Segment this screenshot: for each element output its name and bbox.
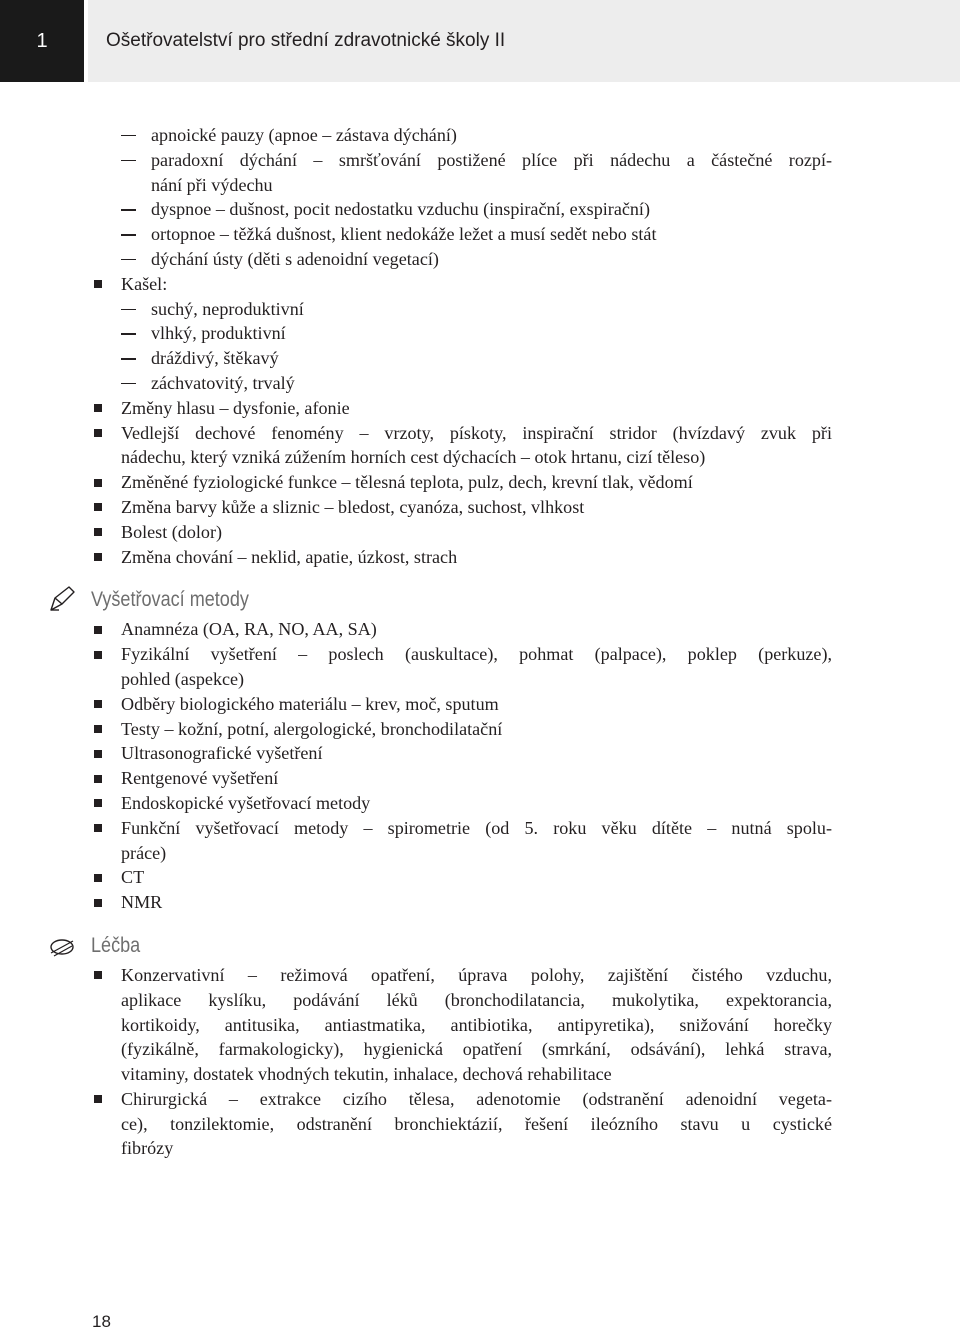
bullet-list-item [0, 692, 960, 717]
square-bullet-icon [94, 700, 102, 708]
bullet-list-item [0, 1087, 960, 1161]
line-text: Anamnéza (OA, RA, NO, AA, SA) [121, 619, 377, 640]
dash-marker-icon [121, 259, 136, 260]
line-text: Změna chování – neklid, apatie, úzkost, strach [121, 546, 458, 567]
pencil-icon [48, 585, 76, 613]
line-text: práce) [121, 842, 167, 863]
dash-list-item [0, 371, 960, 396]
text-line [0, 865, 960, 890]
dash-marker-icon [121, 135, 136, 136]
line-text: aplikace kyslíku, podávání léků (bronchodilatancia, mukolytika, expektorancia, [121, 989, 832, 1010]
square-bullet-icon [94, 479, 102, 487]
square-bullet-icon [94, 626, 102, 634]
line-text: CT [121, 867, 145, 888]
square-bullet-icon [94, 1095, 102, 1103]
treatment-list [0, 963, 960, 1161]
square-bullet-icon [94, 899, 102, 907]
square-bullet-icon [94, 799, 102, 807]
line-text: Chirurgická – extrakce cizího tělesa, adenotomie (odstranění adenoidní vegeta- [121, 1088, 832, 1109]
line-text: Změny hlasu – dysfonie, afonie [121, 397, 350, 418]
bullet-list-item [0, 963, 960, 1087]
text-line [0, 297, 960, 322]
text-line [0, 1112, 960, 1137]
text-line [0, 791, 960, 816]
bullet-list-item [0, 717, 960, 742]
text-line [0, 421, 960, 446]
text-line [0, 667, 960, 692]
line-text: Endoskopické vyšetřovací metody [121, 792, 371, 813]
line-text: fibrózy [121, 1138, 174, 1159]
line-text: Kašel: [121, 273, 168, 294]
bullet-list-item [0, 642, 960, 692]
square-bullet-icon [94, 824, 102, 832]
square-bullet-icon [94, 280, 102, 288]
line-text: Testy – kožní, potní, alergologické, bronchodilatační [121, 718, 503, 739]
line-text: kortikoidy, antitusika, antiastmatika, antibiotika, antipyretika), snižování horečky [121, 1014, 832, 1035]
bullet-list-item [0, 520, 960, 545]
square-bullet-icon [94, 503, 102, 511]
text-line [0, 617, 960, 642]
page-header [0, 0, 960, 82]
text-line [0, 890, 960, 915]
exam-list [0, 617, 960, 915]
line-text: vlhký, produktivní [151, 323, 286, 344]
line-text: dráždivý, štěkavý [151, 348, 279, 369]
dash-marker-icon [121, 234, 136, 235]
text-line [0, 841, 960, 866]
line-text: dýchání ústy (děti s adenoidní vegetací) [151, 248, 439, 269]
bullet-list-item [0, 396, 960, 421]
bullet-list-item [0, 617, 960, 642]
line-text: Vedlejší dechové fenomény – vrzoty, pískoty, inspirační stridor (hvízdavý zvuk při [121, 422, 832, 443]
line-text: nání při výdechu [151, 174, 273, 195]
text-line [0, 717, 960, 742]
section-title-treatment: Léčba [91, 933, 141, 957]
dash-list-item [0, 321, 960, 346]
text-line [0, 741, 960, 766]
text-line [0, 396, 960, 421]
section-title-exam: Vyšetřovací metody [91, 588, 249, 612]
line-text: (fyzikálně, farmakologicky), hygienická opatření (smrkání, odsávání), lehká strava, [121, 1039, 832, 1060]
text-line [0, 1136, 960, 1161]
dash-marker-icon [121, 209, 136, 210]
text-line [0, 1087, 960, 1112]
text-line [0, 321, 960, 346]
text-line [0, 148, 960, 173]
square-bullet-icon [94, 404, 102, 412]
line-text: Ultrasonografické vyšetření [121, 743, 323, 764]
line-text: Změněné fyziologické funkce – tělesná teplota, pulz, dech, krevní tlak, vědomí [121, 472, 693, 493]
dash-list-item [0, 247, 960, 272]
dash-marker-icon [121, 160, 136, 161]
bullet-list-item [0, 865, 960, 890]
line-text: Změna barvy kůže a sliznic – bledost, cyanóza, suchost, vlhkost [121, 496, 585, 517]
square-bullet-icon [94, 775, 102, 783]
square-bullet-icon [94, 528, 102, 536]
dash-list-item [0, 148, 960, 198]
section-heading-exam [0, 569, 960, 617]
text-line [0, 816, 960, 841]
text-line [0, 1062, 960, 1087]
square-bullet-icon [94, 874, 102, 882]
text-line [0, 247, 960, 272]
chapter-box [0, 0, 84, 82]
line-text: suchý, neproduktivní [151, 298, 304, 319]
bullet-list-item [0, 766, 960, 791]
line-text: ce), tonzilektomie, odstranění bronchiektázií, řešení ileózního stavu u cystické [121, 1113, 832, 1134]
text-line [0, 1013, 960, 1038]
text-line [0, 173, 960, 198]
line-text: Odběry biologického materiálu – krev, moč, sputum [121, 693, 499, 714]
text-line [0, 445, 960, 470]
dash-list-item [0, 123, 960, 148]
square-bullet-icon [94, 429, 102, 437]
dash-list-item [0, 197, 960, 222]
bullet-list-item [0, 890, 960, 915]
bullet-list-item [0, 816, 960, 866]
dash-list-item [0, 297, 960, 322]
dash-marker-icon [121, 383, 136, 384]
text-line [0, 545, 960, 570]
chapter-number: 1 [36, 30, 48, 52]
text-line [0, 346, 960, 371]
line-text: Bolest (dolor) [121, 521, 223, 542]
square-bullet-icon [94, 971, 102, 979]
dash-list-item [0, 222, 960, 247]
line-text: Fyzikální vyšetření – poslech (auskultace), pohmat (palpace), poklep (perkuze), [121, 644, 832, 665]
text-line [0, 470, 960, 495]
line-text: Rentgenové vyšetření [121, 768, 279, 789]
text-line [0, 692, 960, 717]
section-heading-treatment [0, 915, 960, 963]
pill-icon [48, 931, 76, 959]
line-text: NMR [121, 892, 163, 913]
text-line [0, 272, 960, 297]
text-line [0, 222, 960, 247]
bullet-list-item [0, 421, 960, 471]
line-text: záchvatovitý, trvalý [151, 372, 295, 393]
square-bullet-icon [94, 725, 102, 733]
bullet-list-item [0, 791, 960, 816]
symptom-list [0, 123, 960, 569]
bullet-list-item [0, 272, 960, 297]
text-line [0, 197, 960, 222]
line-text: dyspnoe – dušnost, pocit nedostatku vzduchu (inspirační, exspirační) [151, 199, 650, 220]
dash-marker-icon [121, 333, 136, 334]
line-text: vitaminy, dostatek vhodných tekutin, inhalace, dechová rehabilitace [121, 1064, 612, 1085]
page-content [0, 123, 960, 1161]
text-line [0, 123, 960, 148]
text-line [0, 520, 960, 545]
square-bullet-icon [94, 750, 102, 758]
book-title: Ošetřovatelství pro střední zdravotnické školy II [106, 30, 506, 51]
text-line [0, 495, 960, 520]
bullet-list-item [0, 470, 960, 495]
bullet-list-item [0, 495, 960, 520]
dash-marker-icon [121, 309, 136, 310]
line-text: ortopnoe – těžká dušnost, klient nedokáže ležet a musí sedět nebo stát [151, 224, 657, 245]
line-text: nádechu, který vzniká zúžením horních cest dýchacích – otok hrtanu, cizí těleso) [121, 447, 706, 468]
line-text: Konzervativní – režimová opatření, úprava polohy, zajištění čistého vzduchu, [121, 964, 832, 985]
text-line [0, 1037, 960, 1062]
line-text: Funkční vyšetřovací metody – spirometrie (od 5. roku věku dítěte – nutná spolu- [121, 817, 832, 838]
line-text: paradoxní dýchání – smršťování postižené plíce při nádechu a částečné rozpí- [151, 149, 832, 170]
text-line [0, 963, 960, 988]
square-bullet-icon [94, 553, 102, 561]
square-bullet-icon [94, 651, 102, 659]
dash-list-item [0, 346, 960, 371]
dash-marker-icon [121, 358, 136, 359]
line-text: apnoické pauzy (apnoe – zástava dýchání) [151, 125, 457, 145]
bullet-list-item [0, 545, 960, 570]
text-line [0, 642, 960, 667]
text-line [0, 988, 960, 1013]
line-text: pohled (aspekce) [121, 668, 245, 689]
text-line [0, 371, 960, 396]
text-line [0, 766, 960, 791]
bullet-list-item [0, 741, 960, 766]
page-number: 18 [92, 1312, 111, 1331]
